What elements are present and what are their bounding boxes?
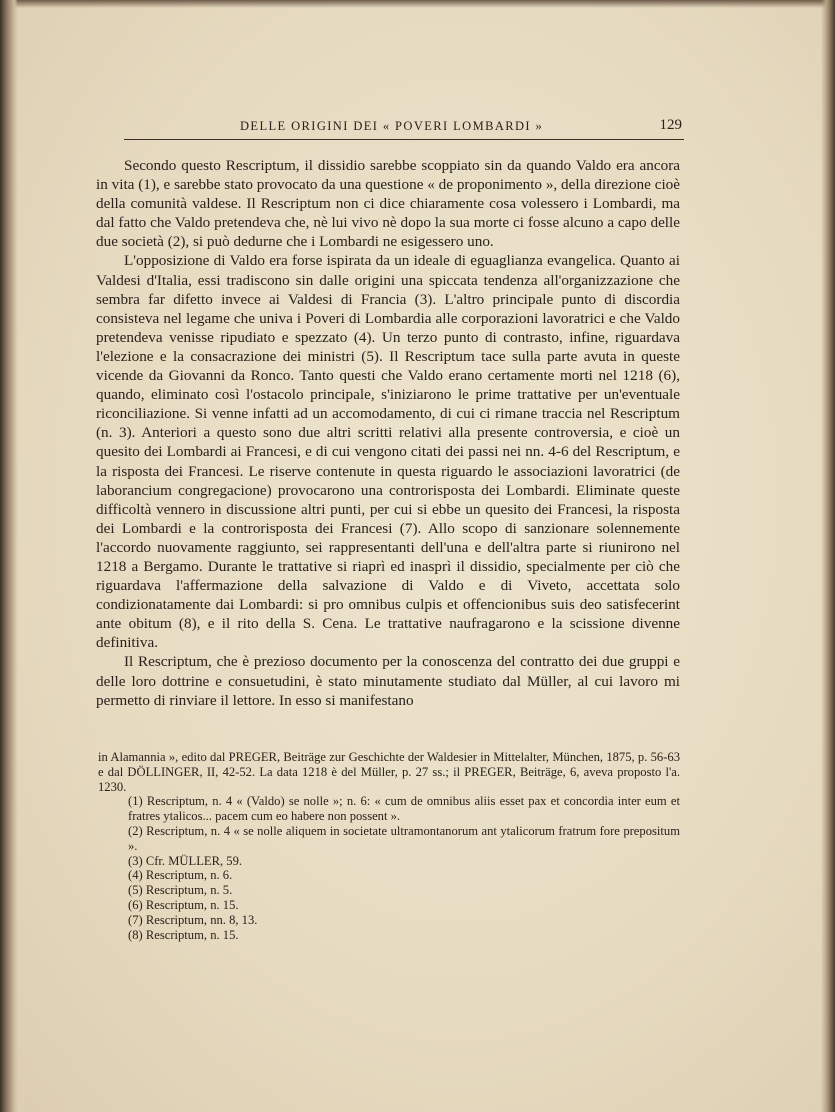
- footnote-continuation: in Alamannia », edito dal PREGER, Beiträge zur Geschichte der Waldesier in Mittelalter, München, 1875, p. 56-63 e dal DÖLLINGER, II, 42-52. La data 1218 è del Müller, p. 27 ss.; il PREGER, Beiträge, 6, aveva proposto l'a. 1230.: [98, 750, 680, 794]
- footnote-2: (2) Rescriptum, n. 4 « se nolle aliquem in societate ultramontanorum ant ytalicorum fratrum fore prepositum ».: [128, 823, 680, 853]
- paragraph-1: Secondo questo Rescriptum, il dissidio sarebbe scoppiato sin da quando Valdo era ancora in vita (1), e sarebbe stato provocato da una questione « de proponimento », della direzione cioè della comunità valdese. Il Rescriptum non ci dice chiaramente cosa volessero i Lombardi, ma dal fatto che Valdo pretendeva che, nè lui vivo nè dopo la sua morte ci fosse alcuno a capo delle due società (2), si può dedurne che i Lombardi ne esigessero uno.: [96, 157, 680, 251]
- footnote-7: (7) Rescriptum, nn. 8, 13.: [128, 912, 258, 927]
- footnote-8: (8) Rescriptum, n. 15.: [128, 927, 239, 942]
- footnote-4: (4) Rescriptum, n. 6.: [128, 868, 233, 883]
- page-spine-edge: [0, 0, 18, 1112]
- footnote-1: (1) Rescriptum, n. 4 « (Valdo) se nolle »; n. 6: « cum de omnibus aliis esset pax et concordia inter eum et fratres ytalicos... pacem cum eo habere non possent ».: [128, 794, 680, 824]
- page-number: 129: [659, 117, 682, 133]
- running-head-title: DELLE ORIGINI DEI « POVERI LOMBARDI »: [240, 119, 544, 133]
- paragraph-3: Il Rescriptum, che è prezioso documento per la conoscenza del contratto dei due gruppi e delle loro dottrine e consuetudini, è stato minutamente studiato dal Müller, al cui lavoro mi permetto di rinviare il lettore. In esso si manifestano: [96, 653, 680, 709]
- footnote-5: (5) Rescriptum, n. 5.: [128, 883, 233, 898]
- footnote-3: (3) Cfr. MÜLLER, 59.: [128, 853, 243, 868]
- page-top-edge: [0, 0, 835, 8]
- paragraph-2: L'opposizione di Valdo era forse ispirata da un ideale di eguaglianza evangelica. Quanto ai Valdesi d'Italia, essi tradiscono sin dalle origini una spiccata tendenza all'organizzazione che sembra far difetto invece ai Valdesi di Francia (3). L'altro principale punto di discordia consisteva nel legame che univa i Poveri di Lombardia alle corporazioni lavoratrici e che Valdo pretendeva venisse ripudiato e spezzato (4). Un terzo punto di contrasto, infine, riguardava l'elezione e la consacrazione dei ministri (5). Il Rescriptum tace sulla parte avuta in queste vicende da Giovanni da Ronco. Tanto questi che Valdo erano certamente morti nel 1218 (6), quando, eliminato così l'ostacolo principale, s'iniziarono le prime trattative per un'eventuale riconciliazione. Si venne infatti ad un accomodamento, di cui ci rimane traccia nel Rescriptum (n. 3). Anteriori a questo sono due altri scritti relativi alla presente controversia, e cioè un quesito dei Lombardi ai Francesi, e di cui vengono citati dei passi nei nn. 4-6 del Rescriptum, e la risposta dei Francesi. Le riserve contenute in questa riguardo le associazioni lavoratrici (de laborancium congregacione) provocarono una controrisposta dei Lombardi. Eliminate queste difficoltà vennero in discussione altri punti, per cui si ebbe un quesito dei Francesi, la risposta dei Lombardi e la controrisposta dei Francesi (7). Allo scopo di sanzionare solennemente l'accordo nuovamente raggiunto, sei rappresentanti dell'una e dell'altra parte si riunirono nel 1218 a Bergamo. Durante le trattative si riaprì ed inasprì il dissidio, specialmente per ciò che riguardava l'affermazione della salvazione di Valdo e di Viveto, accettata solo condizionatamente dai Lombardi: si pro omnibus culpis et offencionibus suis deo satisfecerint ante obitum (8), e il rito della S. Cena. Le trattative naufragarono e la scissione divenne definitiva.: [96, 252, 680, 652]
- footnotes: [98, 750, 680, 942]
- page-right-edge: [821, 0, 835, 1112]
- running-head: [124, 119, 684, 140]
- footnote-list: [98, 794, 680, 942]
- footnote-6: (6) Rescriptum, n. 15.: [128, 897, 239, 912]
- body-text: [96, 156, 680, 710]
